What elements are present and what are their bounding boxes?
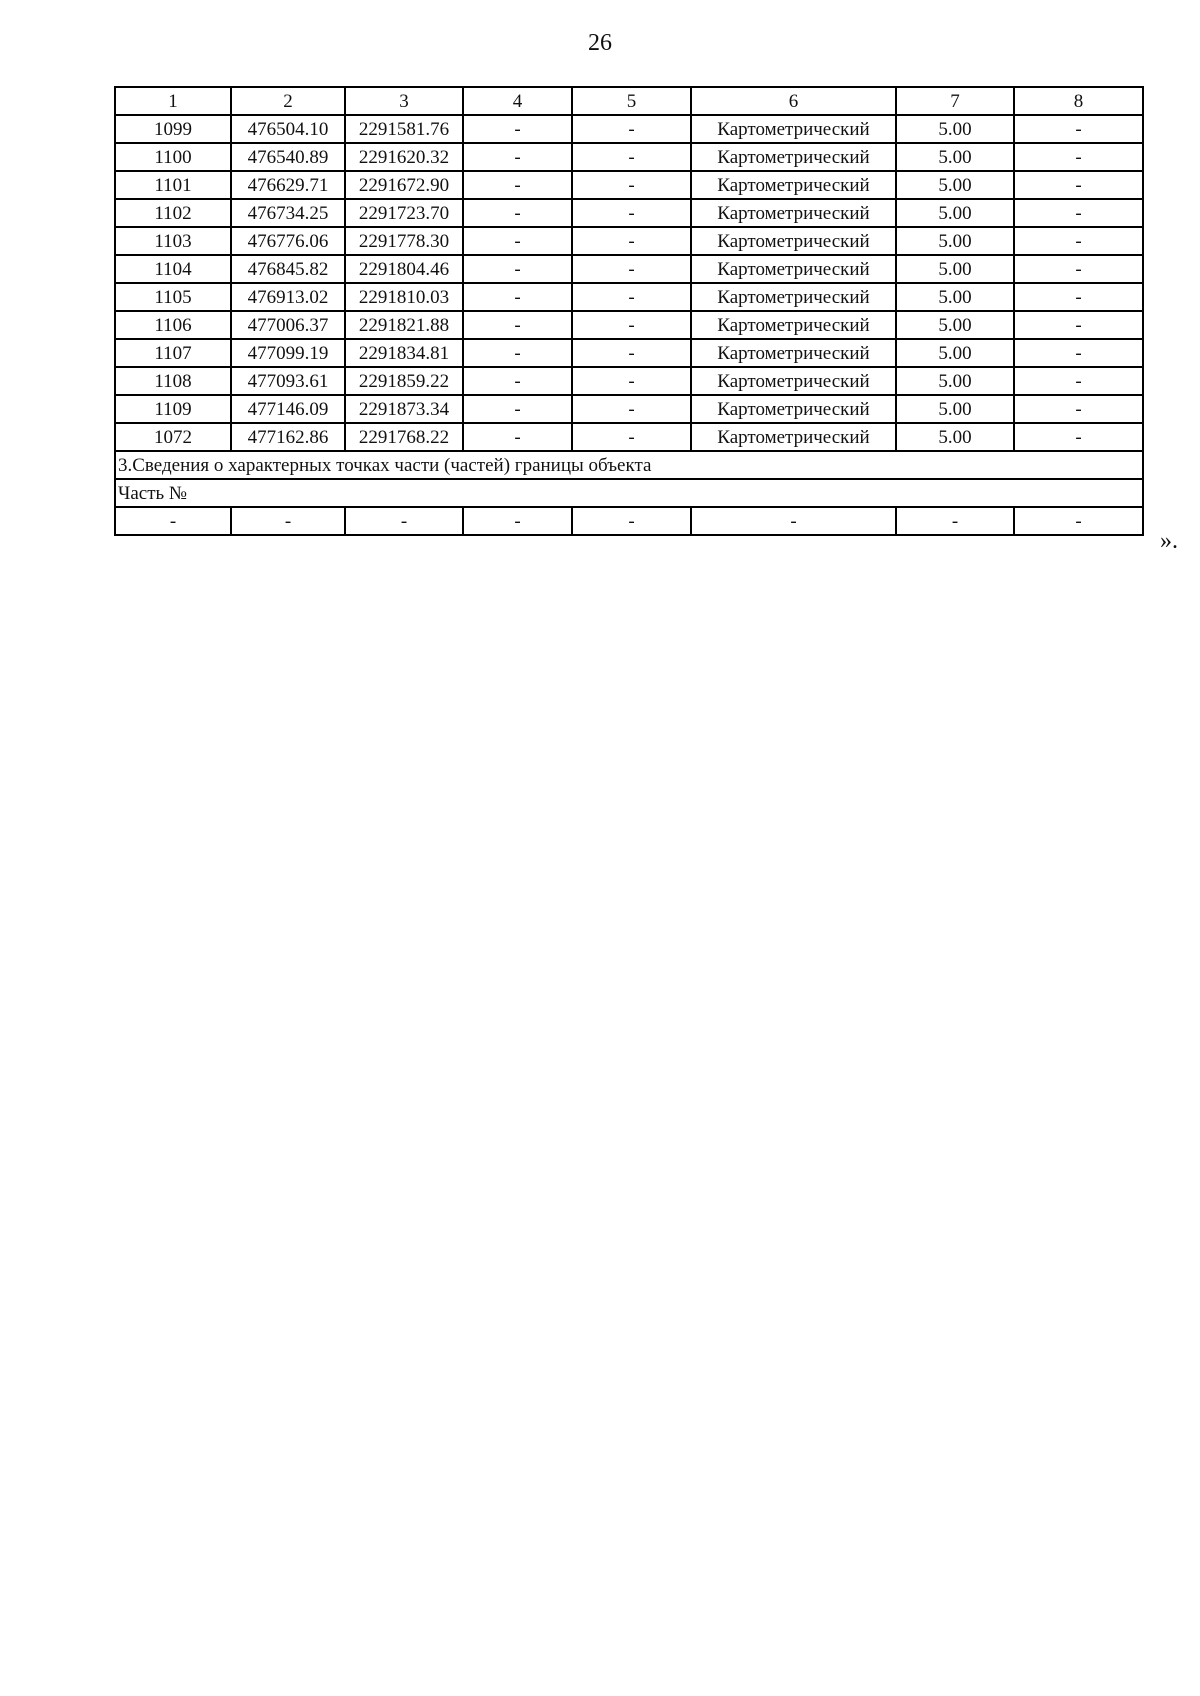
- table-row: [115, 171, 1143, 199]
- table-cell-col-7: 5.00: [896, 367, 1014, 395]
- table-cell-col-7: 5.00: [896, 115, 1014, 143]
- table-cell-col-3: 2291859.22: [345, 367, 463, 395]
- table-cell-col-3: 2291804.46: [345, 255, 463, 283]
- table-cell-col-6: Картометрический: [691, 227, 896, 255]
- table-row: [115, 395, 1143, 423]
- table-cell-col-3: 2291778.30: [345, 227, 463, 255]
- table-cell-col-8: -: [1014, 199, 1143, 227]
- table-row: [115, 115, 1143, 143]
- table-cell-col-8: -: [1014, 339, 1143, 367]
- table-cell-col-7: 5.00: [896, 171, 1014, 199]
- table-cell-col-8: -: [1014, 255, 1143, 283]
- table-cell-col-4: -: [463, 367, 572, 395]
- table-cell-col-2: 476776.06: [231, 227, 345, 255]
- section-title: 3.Сведения о характерных точках части (частей) границы объекта: [115, 451, 1143, 479]
- table-cell-col-7: 5.00: [896, 311, 1014, 339]
- empty-cell: -: [115, 507, 231, 535]
- table-cell-col-3: 2291672.90: [345, 171, 463, 199]
- table-cell-col-7: 5.00: [896, 283, 1014, 311]
- empty-cell: -: [896, 507, 1014, 535]
- table-cell-col-1: 1107: [115, 339, 231, 367]
- empty-cell: -: [572, 507, 691, 535]
- table-cell-col-6: Картометрический: [691, 311, 896, 339]
- table-cell-col-4: -: [463, 395, 572, 423]
- table-row: [115, 423, 1143, 451]
- table-row: [115, 367, 1143, 395]
- table-cell-col-2: 477006.37: [231, 311, 345, 339]
- page-number: 26: [588, 30, 612, 56]
- table-row: [115, 339, 1143, 367]
- empty-cell: -: [1014, 507, 1143, 535]
- table-cell-col-6: Картометрический: [691, 395, 896, 423]
- table-cell-col-5: -: [572, 171, 691, 199]
- table-cell-col-2: 477093.61: [231, 367, 345, 395]
- table-cell-col-4: -: [463, 143, 572, 171]
- table-cell-col-7: 5.00: [896, 199, 1014, 227]
- empty-cell: -: [463, 507, 572, 535]
- table-cell-col-7: 5.00: [896, 423, 1014, 451]
- table-cell-col-3: 2291810.03: [345, 283, 463, 311]
- table-cell-col-4: -: [463, 255, 572, 283]
- table-cell-col-4: -: [463, 115, 572, 143]
- table-cell-col-8: -: [1014, 171, 1143, 199]
- table-cell-col-8: -: [1014, 283, 1143, 311]
- table-cell-col-8: -: [1014, 423, 1143, 451]
- table-cell-col-5: -: [572, 423, 691, 451]
- table-cell-col-4: -: [463, 199, 572, 227]
- table-cell-col-1: 1103: [115, 227, 231, 255]
- table-cell-col-1: 1102: [115, 199, 231, 227]
- table-cell-col-5: -: [572, 339, 691, 367]
- table-cell-col-2: 476629.71: [231, 171, 345, 199]
- part-label-row: [115, 479, 1143, 507]
- table-cell-col-2: 477146.09: [231, 395, 345, 423]
- table-cell-col-1: 1072: [115, 423, 231, 451]
- table-cell-col-5: -: [572, 311, 691, 339]
- table-cell-col-5: -: [572, 283, 691, 311]
- table-cell-col-2: 476540.89: [231, 143, 345, 171]
- coordinates-table: [114, 86, 1144, 536]
- table-cell-col-5: -: [572, 395, 691, 423]
- table-row: [115, 227, 1143, 255]
- table-cell-col-6: Картометрический: [691, 143, 896, 171]
- table-cell-col-1: 1099: [115, 115, 231, 143]
- table-cell-col-5: -: [572, 367, 691, 395]
- table-cell-col-8: -: [1014, 227, 1143, 255]
- table-cell-col-5: -: [572, 255, 691, 283]
- table-cell-col-1: 1106: [115, 311, 231, 339]
- table-cell-col-2: 476734.25: [231, 199, 345, 227]
- table-cell-col-7: 5.00: [896, 395, 1014, 423]
- table-cell-col-7: 5.00: [896, 143, 1014, 171]
- table-cell-col-4: -: [463, 339, 572, 367]
- table-cell-col-5: -: [572, 143, 691, 171]
- table-cell-col-7: 5.00: [896, 227, 1014, 255]
- table-cell-col-6: Картометрический: [691, 283, 896, 311]
- table-cell-col-6: Картометрический: [691, 199, 896, 227]
- table-header: [115, 87, 1143, 115]
- table-row: [115, 199, 1143, 227]
- table-cell-col-4: -: [463, 227, 572, 255]
- table-cell-col-4: -: [463, 311, 572, 339]
- table-body: [115, 115, 1143, 451]
- empty-row: [115, 507, 1143, 535]
- column-header-7: 7: [896, 87, 1014, 115]
- table-cell-col-6: Картометрический: [691, 339, 896, 367]
- empty-cell: -: [231, 507, 345, 535]
- table-cell-col-1: 1101: [115, 171, 231, 199]
- table-row: [115, 311, 1143, 339]
- column-header-1: 1: [115, 87, 231, 115]
- column-header-2: 2: [231, 87, 345, 115]
- table-cell-col-5: -: [572, 199, 691, 227]
- table-cell-col-8: -: [1014, 311, 1143, 339]
- table-cell-col-8: -: [1014, 367, 1143, 395]
- table-cell-col-3: 2291581.76: [345, 115, 463, 143]
- table-cell-col-6: Картометрический: [691, 423, 896, 451]
- column-header-8: 8: [1014, 87, 1143, 115]
- part-label: Часть №: [115, 479, 1143, 507]
- table-cell-col-6: Картометрический: [691, 171, 896, 199]
- table-cell-col-4: -: [463, 171, 572, 199]
- table-cell-col-6: Картометрический: [691, 255, 896, 283]
- table-cell-col-7: 5.00: [896, 255, 1014, 283]
- table-cell-col-2: 477099.19: [231, 339, 345, 367]
- column-header-5: 5: [572, 87, 691, 115]
- table-cell-col-8: -: [1014, 143, 1143, 171]
- table-cell-col-3: 2291834.81: [345, 339, 463, 367]
- table-cell-col-1: 1104: [115, 255, 231, 283]
- table-cell-col-3: 2291768.22: [345, 423, 463, 451]
- table-cell-col-1: 1105: [115, 283, 231, 311]
- section-title-row: [115, 451, 1143, 479]
- table-footer: [115, 451, 1143, 535]
- table-cell-col-5: -: [572, 227, 691, 255]
- table-cell-col-3: 2291873.34: [345, 395, 463, 423]
- table-cell-col-4: -: [463, 423, 572, 451]
- table-cell-col-3: 2291723.70: [345, 199, 463, 227]
- table-cell-col-3: 2291821.88: [345, 311, 463, 339]
- table-cell-col-8: -: [1014, 115, 1143, 143]
- table-cell-col-2: 477162.86: [231, 423, 345, 451]
- column-header-3: 3: [345, 87, 463, 115]
- table-cell-col-6: Картометрический: [691, 115, 896, 143]
- table-cell-col-6: Картометрический: [691, 367, 896, 395]
- table-cell-col-2: 476504.10: [231, 115, 345, 143]
- table-cell-col-1: 1108: [115, 367, 231, 395]
- empty-cell: -: [345, 507, 463, 535]
- closing-quote: ».: [1160, 528, 1178, 554]
- table-cell-col-4: -: [463, 283, 572, 311]
- table-row: [115, 283, 1143, 311]
- table-cell-col-2: 476845.82: [231, 255, 345, 283]
- table-cell-col-3: 2291620.32: [345, 143, 463, 171]
- table-cell-col-8: -: [1014, 395, 1143, 423]
- table-cell-col-7: 5.00: [896, 339, 1014, 367]
- column-header-4: 4: [463, 87, 572, 115]
- table-row: [115, 255, 1143, 283]
- empty-cell: -: [691, 507, 896, 535]
- table-cell-col-5: -: [572, 115, 691, 143]
- table-cell-col-1: 1100: [115, 143, 231, 171]
- header-row: [115, 87, 1143, 115]
- table-row: [115, 143, 1143, 171]
- table-cell-col-2: 476913.02: [231, 283, 345, 311]
- table-cell-col-1: 1109: [115, 395, 231, 423]
- column-header-6: 6: [691, 87, 896, 115]
